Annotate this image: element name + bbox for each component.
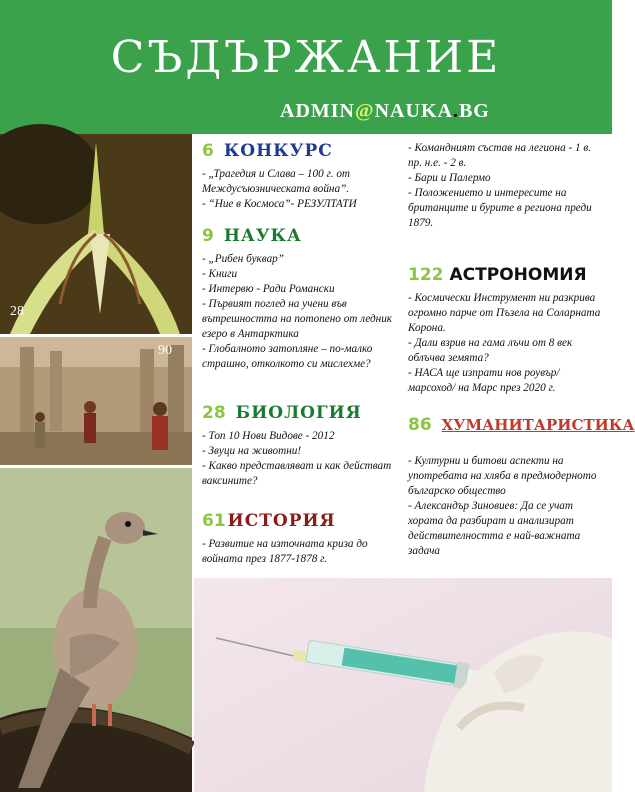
- colonnade-page-number: 90: [158, 343, 172, 358]
- page-title: СЪДЪРЖАНИЕ: [110, 32, 502, 83]
- section-nauka-page: 9: [202, 226, 214, 246]
- section-astronomia-title: АСТРОНОМИЯ: [449, 265, 587, 285]
- list-item[interactable]: - „Трагедия и Слава – 100 г. от Междусъюзническата война”.: [202, 168, 350, 195]
- email-address[interactable]: [280, 100, 490, 123]
- section-konkurs-heading[interactable]: [202, 140, 398, 164]
- section-nauka-title: НАУКА: [223, 226, 302, 246]
- list-item[interactable]: - Развитие на източната криза до войната през 1877-1878 г.: [202, 538, 368, 565]
- section-humanitaristika: [408, 414, 635, 559]
- list-item[interactable]: - Глобалното затопляне – по-малко страшно, отколкото си мислехме?: [202, 343, 373, 370]
- list-item[interactable]: - Дали взрив на гама лъчи от 8 век облъчва земята?: [408, 337, 573, 364]
- section-astronomia-page: 122: [408, 265, 444, 285]
- section-istoria-title: ИСТОРИЯ: [227, 511, 336, 531]
- list-item[interactable]: - Топ 10 Нови Видове - 2012: [202, 430, 335, 442]
- section-konkurs: [202, 140, 398, 212]
- email-user: ADMIN: [280, 100, 355, 122]
- section-istoria-page: 61: [202, 511, 226, 531]
- section-humanitaristika-page: 86: [408, 415, 432, 435]
- list-item[interactable]: - “Ние в Космоса”- РЕЗУЛТАТИ: [202, 198, 357, 210]
- email-domain: NAUKA: [374, 100, 453, 122]
- dove-photo: [0, 468, 192, 792]
- list-item[interactable]: - „Рибен буквар”: [202, 253, 284, 265]
- section-konkurs-page: 6: [202, 141, 214, 161]
- syringe-photo: [194, 578, 612, 792]
- colonnade-reenactment-photo: [0, 337, 192, 465]
- section-biologia: [202, 402, 398, 489]
- list-item[interactable]: - Първият поглед на учени във вътрешността на потопено от ледник езеро в Антарктика: [202, 298, 393, 340]
- email-tld: BG: [458, 100, 490, 122]
- list-item[interactable]: - Какво представляват и как действат ваксините?: [202, 460, 392, 487]
- section-humanitaristika-heading[interactable]: [408, 414, 635, 438]
- list-item[interactable]: - Бари и Палермо: [408, 172, 491, 184]
- list-item[interactable]: - Командният състав на легиона - 1 в. пр. н.е. - 2 в.: [408, 142, 592, 169]
- list-item[interactable]: - Интервю - Ради Романски: [202, 283, 335, 295]
- section-konkurs-title: КОНКУРС: [223, 141, 333, 161]
- section-istoria: [202, 510, 398, 567]
- list-item[interactable]: - НАСА ще изпрати нов роувър/ марсоход/ на Марс през 2020 г.: [408, 367, 560, 394]
- section-astronomia: [408, 264, 604, 396]
- section-istoria-continued: [408, 141, 604, 231]
- section-astronomia-heading[interactable]: [408, 264, 604, 288]
- section-humanitaristika-title: ХУМАНИТАРИСТИКА: [441, 416, 635, 434]
- list-item[interactable]: - Книги: [202, 268, 238, 280]
- email-dot: .: [452, 100, 459, 122]
- section-istoria-heading[interactable]: [202, 510, 398, 534]
- section-biologia-title: БИОЛОГИЯ: [235, 403, 362, 423]
- list-item[interactable]: - Звуци на животни!: [202, 445, 302, 457]
- list-item[interactable]: - Положението и интересите на британците и бурите в региона преди 1879.: [408, 187, 592, 229]
- orchid-page-number: 28: [10, 304, 24, 319]
- section-biologia-heading[interactable]: [202, 402, 398, 426]
- list-item[interactable]: - Космически Инструмент ни разкрива огромно парче от Пъзела на Соларната Корона.: [408, 292, 601, 334]
- header-band: [0, 0, 612, 134]
- section-nauka: [202, 225, 398, 372]
- list-item[interactable]: - Културни и битови аспекти на употребата на хляба в предмодерното българско общество: [408, 455, 597, 497]
- section-nauka-heading[interactable]: [202, 225, 398, 249]
- list-item[interactable]: - Александър Зиновиев: Да се учат хората да разбират и анализират действителността е най-важната задача: [408, 500, 581, 557]
- orchid-photo: [0, 134, 192, 334]
- email-at: @: [355, 100, 375, 122]
- section-biologia-page: 28: [202, 403, 226, 423]
